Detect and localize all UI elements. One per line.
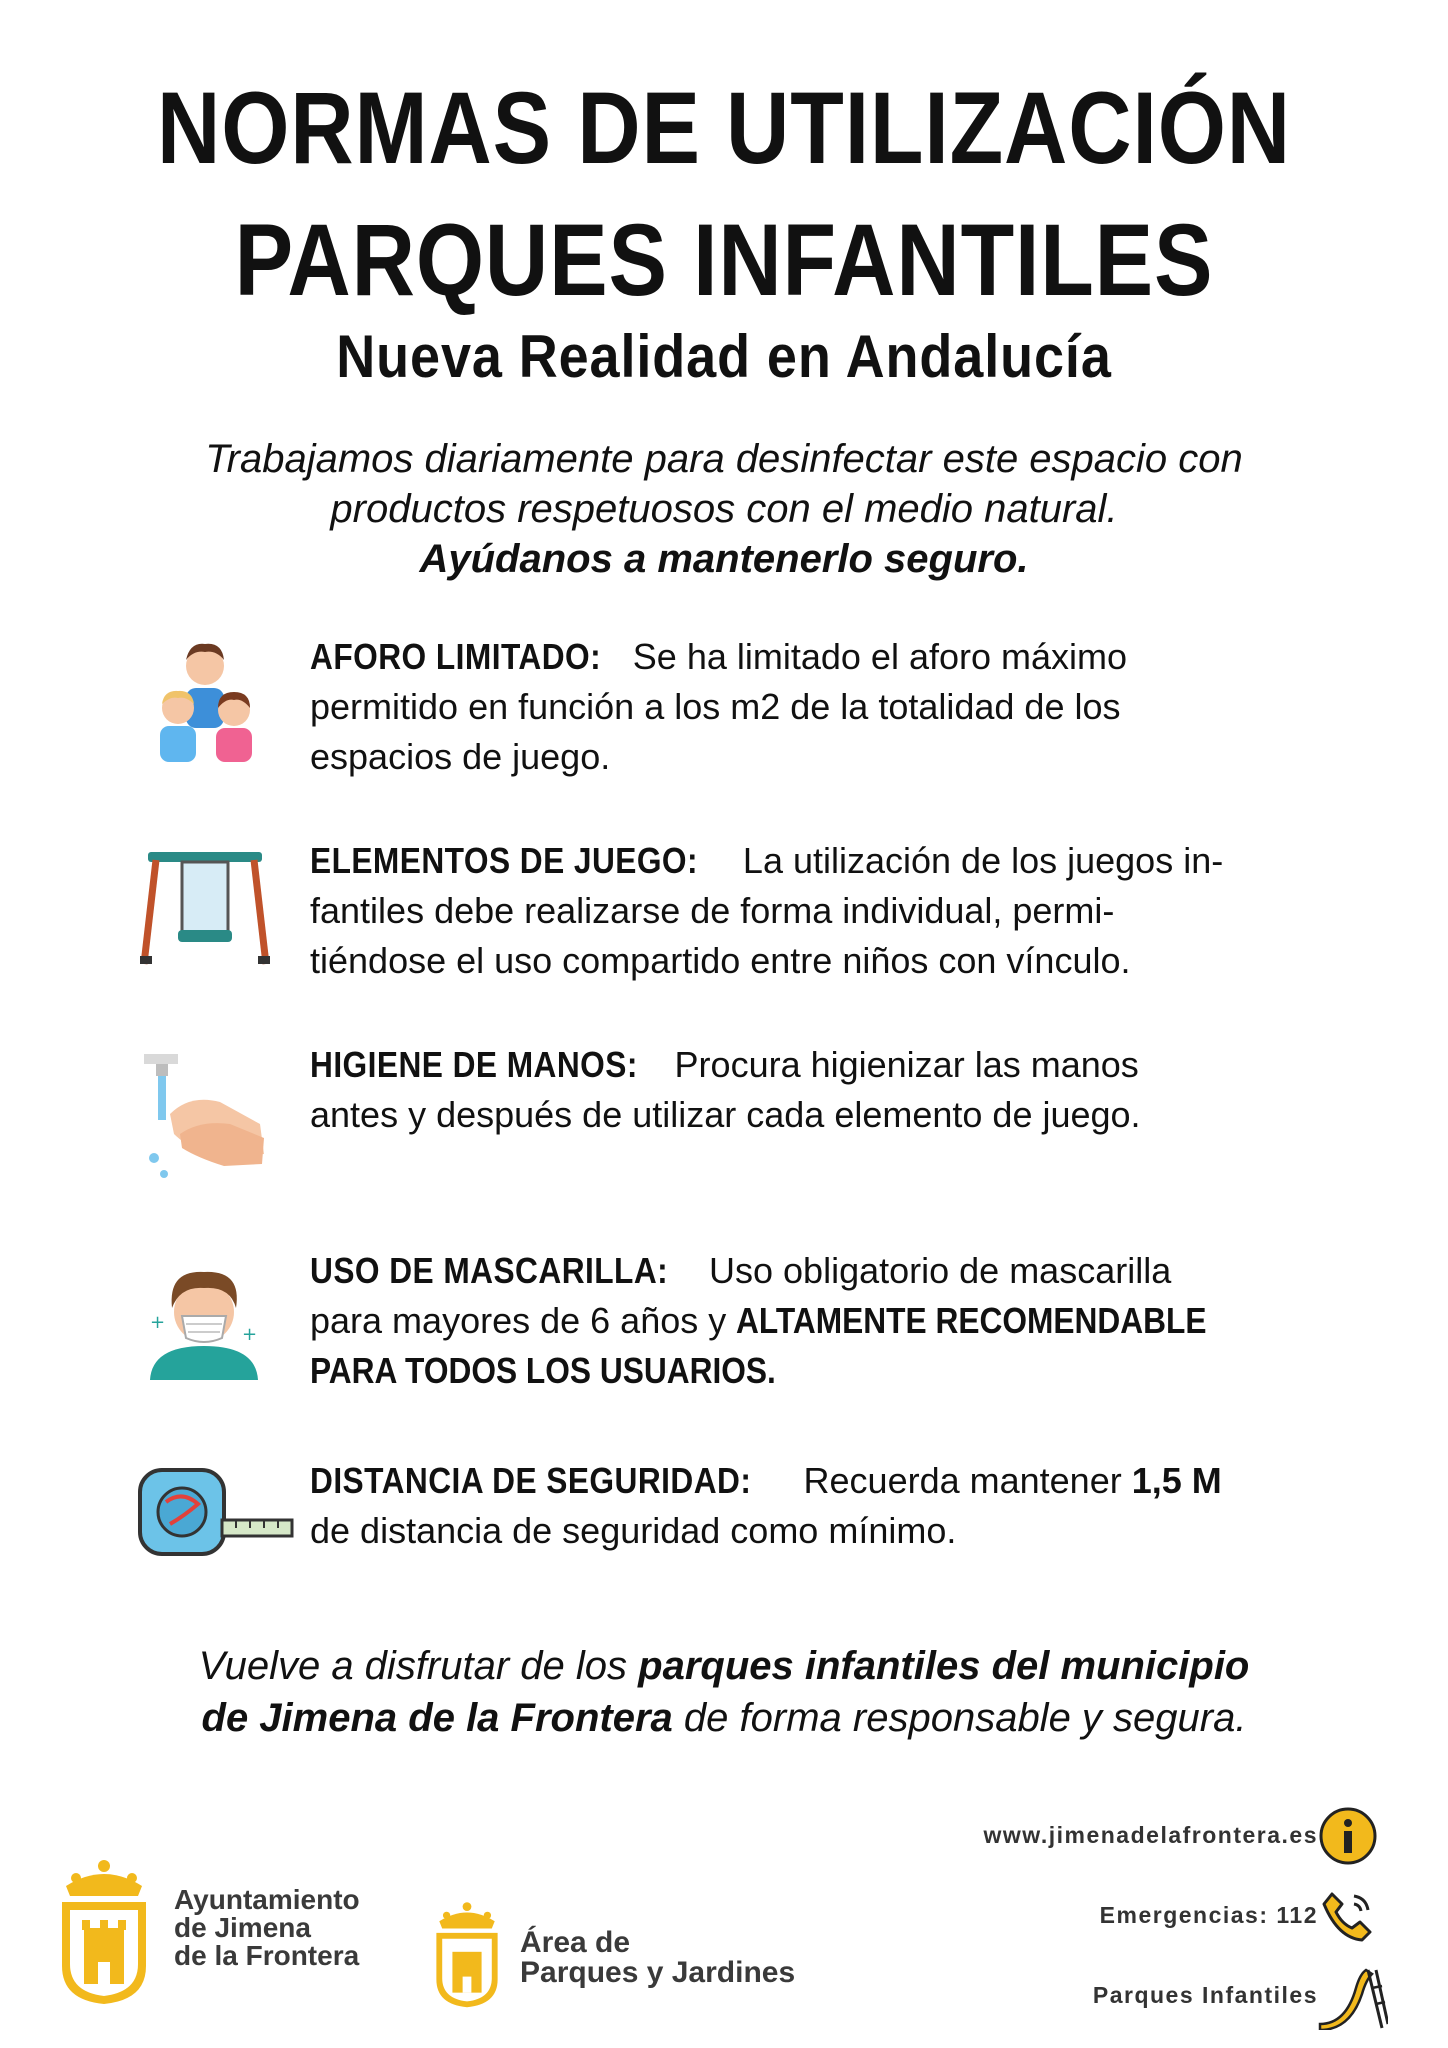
- page-subtitle: Nueva Realidad en Andalucía: [336, 323, 1112, 390]
- ayuntamiento-line2: de Jimena: [174, 1912, 311, 1943]
- intro-line1: Trabajamos diariamente para desinfectar este espacio con: [205, 437, 1243, 481]
- svg-text:+: +: [242, 1324, 258, 1345]
- closing-part2: parques infantiles del municipio: [638, 1644, 1250, 1688]
- tape-measure-icon: [136, 1464, 296, 1560]
- rule-emphasis-line2: PARA TODOS LOS USUARIOS.: [310, 1350, 776, 1391]
- page-title-line2: PARQUES INFANTILES: [234, 203, 1214, 317]
- family-icon: [150, 636, 260, 766]
- svg-text:+: +: [150, 1312, 166, 1333]
- mask-icon: [144, 1256, 264, 1380]
- phone-icon: [1318, 1886, 1378, 1946]
- rule-elementos: [310, 836, 1330, 986]
- handwash-icon: [140, 1054, 270, 1184]
- rule-text: Procura higienizar las manos: [674, 1044, 1139, 1085]
- rule-heading: ELEMENTOS DE JUEGO:: [310, 840, 698, 881]
- rule-text-line2: de distancia de seguridad como mínimo.: [310, 1510, 957, 1551]
- rule-higiene: [310, 1040, 1330, 1140]
- emergencias-text: Emergencias: 112: [1099, 1902, 1318, 1928]
- intro-paragraph: [0, 434, 1448, 584]
- rule-text-line2: fantiles debe realizarse de forma individual, permi-: [310, 890, 1115, 931]
- rule-text: Recuerda mantener: [803, 1460, 1122, 1501]
- ayuntamiento-line3: de la Frontera: [174, 1940, 360, 1971]
- closing-paragraph: [0, 1640, 1448, 1744]
- rule-emphasis: 1,5 M: [1131, 1460, 1222, 1501]
- parques-jardines-name: [520, 1928, 795, 1988]
- info-icon: [1318, 1806, 1378, 1866]
- parques-infantiles-text: Parques Infantiles: [1092, 1982, 1318, 2008]
- rule-text-line2: antes y después de utilizar cada elemento de juego.: [310, 1094, 1141, 1135]
- rule-heading: DISTANCIA DE SEGURIDAD:: [310, 1460, 752, 1501]
- rule-mascarilla: [310, 1246, 1330, 1396]
- rule-text: Se ha limitado el aforo máximo: [632, 636, 1128, 677]
- slide-icon: [1316, 1964, 1388, 2030]
- parques-jardines-line2: Parques y Jardines: [520, 1956, 796, 1989]
- ayuntamiento-crest-logo: [56, 1856, 152, 2006]
- rule-heading: USO DE MASCARILLA:: [310, 1250, 669, 1291]
- rule-emphasis: ALTAMENTE RECOMENDABLE: [736, 1300, 1207, 1341]
- ayuntamiento-line1: Ayuntamiento: [174, 1884, 360, 1915]
- rule-heading: HIGIENE DE MANOS:: [310, 1044, 638, 1085]
- rule-text: Uso obligatorio de mascarilla: [709, 1250, 1172, 1291]
- rule-distancia: [310, 1456, 1330, 1556]
- ayuntamiento-name: [174, 1886, 360, 1970]
- rule-text-line2: permitido en función a los m2 de la totalidad de los: [310, 686, 1121, 727]
- rule-text-line3: espacios de juego.: [310, 736, 611, 777]
- rule-text-line2: para mayores de 6 años y: [310, 1300, 727, 1341]
- rule-heading: AFORO LIMITADO:: [310, 636, 602, 677]
- intro-line3: Ayúdanos a mantenerlo seguro.: [419, 537, 1029, 581]
- rule-aforo: [310, 632, 1330, 782]
- closing-part1: Vuelve a disfrutar de los: [198, 1644, 628, 1688]
- swing-icon: [140, 848, 270, 968]
- parques-jardines-line1: Área de: [520, 1926, 631, 1959]
- page-title-line1: NORMAS DE UTILIZACIÓN: [156, 71, 1292, 185]
- closing-part4: de forma responsable y segura.: [683, 1696, 1247, 1740]
- rule-text: La utilización de los juegos in-: [742, 840, 1224, 881]
- intro-line2: productos respetuosos con el medio natural.: [330, 487, 1118, 531]
- rule-text-line3: tiéndose el uso compartido entre niños con vínculo.: [310, 940, 1131, 981]
- closing-part3: de Jimena de la Frontera: [201, 1696, 673, 1740]
- website-link[interactable]: www.jimenadelafrontera.es: [983, 1822, 1318, 1848]
- parques-jardines-crest-logo: [432, 1892, 502, 2016]
